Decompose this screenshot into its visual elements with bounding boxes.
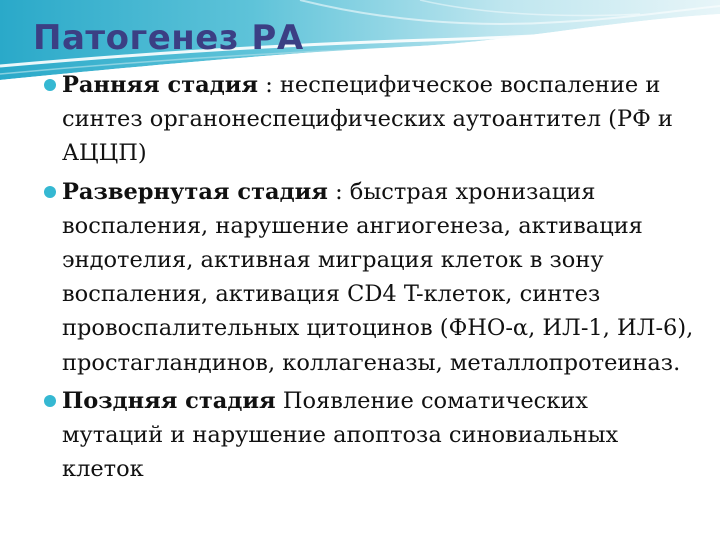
bullet-item-late-stage <box>44 384 694 487</box>
bullet-dot-icon <box>44 186 56 198</box>
bullet-term: Ранняя стадия <box>62 72 259 98</box>
bullet-term: Развернутая стадия <box>62 178 328 205</box>
bullet-text: : быстрая хронизация воспаления, нарушение ангиогенеза, активация эндотелия, активная миграция клеток в зону воспаления, активация CD4 T-клеток, синтез провоспалительных цитоцинов (ФНО-α, ИЛ-1, ИЛ-6), простагландинов, коллагеназы, металлопротеиназ. <box>62 178 694 376</box>
bullet-list <box>44 68 694 490</box>
bullet-term: Поздняя стадия <box>62 387 276 414</box>
bullet-item-early-stage <box>44 68 694 171</box>
bullet-text: Появление соматических мутаций и нарушение апоптоза синовиальных клеток <box>62 387 619 483</box>
slide-title: Патогенез РА <box>33 18 304 58</box>
bullet-text: : неспецифическое воспаление и синтез органонеспецифических аутоантител (РФ и АЦЦП) <box>62 72 673 167</box>
bullet-dot-icon <box>44 79 56 91</box>
bullet-item-developed-stage <box>44 175 694 380</box>
bullet-dot-icon <box>44 395 56 407</box>
